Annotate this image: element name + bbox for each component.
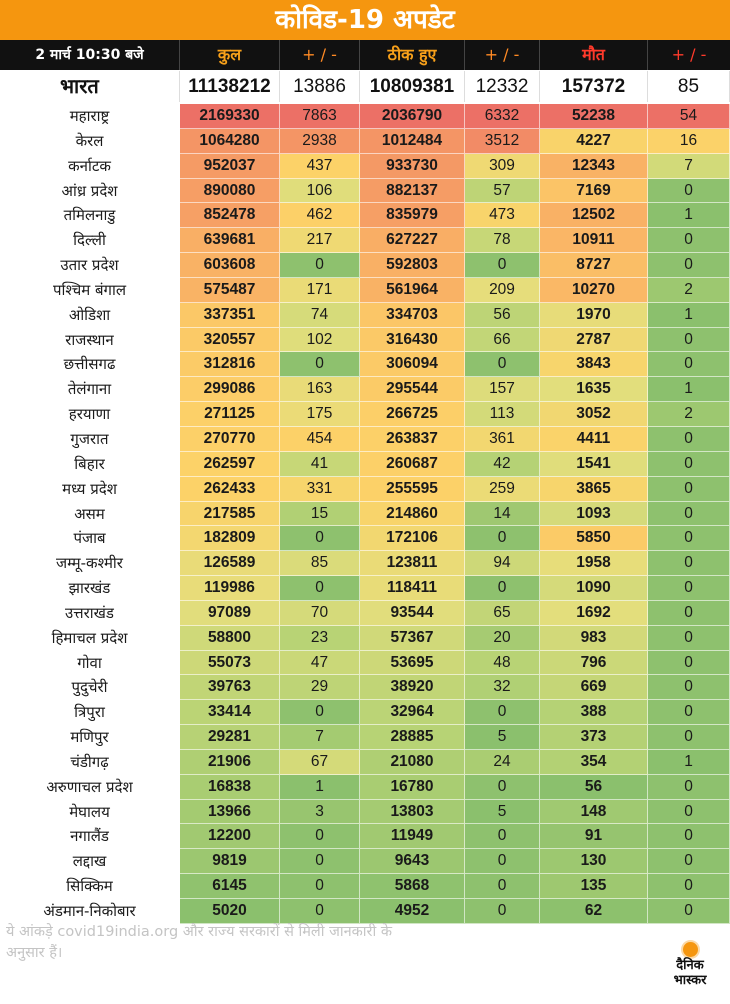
state-deaths: 1692 — [540, 601, 648, 626]
india-total-change: 13886 — [280, 71, 360, 102]
table-row — [0, 725, 730, 750]
state-total-change: 2938 — [280, 129, 360, 154]
table-row — [0, 228, 730, 253]
state-recovered: 118411 — [360, 576, 465, 601]
state-recovered-change: 14 — [465, 502, 540, 527]
state-total: 271125 — [180, 402, 280, 427]
state-name: छत्तीसगढ — [0, 352, 180, 377]
total-header: कुल — [180, 40, 280, 70]
table-row — [0, 303, 730, 328]
table-row — [0, 328, 730, 353]
state-recovered-change: 0 — [465, 253, 540, 278]
state-total-change: 0 — [280, 824, 360, 849]
table-row — [0, 551, 730, 576]
state-name: उत्तराखंड — [0, 601, 180, 626]
state-total: 890080 — [180, 179, 280, 204]
state-total: 2169330 — [180, 104, 280, 129]
state-total-change: 7 — [280, 725, 360, 750]
deaths-change-header: + / - — [671, 45, 707, 64]
state-recovered-change: 0 — [465, 874, 540, 899]
state-recovered-change: 259 — [465, 477, 540, 502]
state-total-change: 67 — [280, 750, 360, 775]
state-deaths-change: 54 — [648, 104, 730, 129]
state-total-change: 175 — [280, 402, 360, 427]
state-deaths-change: 1 — [648, 303, 730, 328]
state-total: 55073 — [180, 651, 280, 676]
source-footnote: ये आंकड़े covid19india.org और राज्य सरकारों से मिली जानकारी के अनुसार हैं। — [6, 924, 392, 961]
state-total: 119986 — [180, 576, 280, 601]
state-deaths-change: 7 — [648, 154, 730, 179]
state-recovered: 592803 — [360, 253, 465, 278]
state-recovered: 933730 — [360, 154, 465, 179]
state-deaths: 796 — [540, 651, 648, 676]
state-recovered: 306094 — [360, 352, 465, 377]
state-total-change: 41 — [280, 452, 360, 477]
state-deaths-change: 0 — [648, 675, 730, 700]
state-total-change: 85 — [280, 551, 360, 576]
table-row — [0, 526, 730, 551]
table-row — [0, 800, 730, 825]
state-recovered-change: 0 — [465, 849, 540, 874]
state-total: 320557 — [180, 328, 280, 353]
state-recovered-change: 66 — [465, 328, 540, 353]
state-deaths-change: 0 — [648, 253, 730, 278]
table-row — [0, 129, 730, 154]
page-title: कोविड-19 अपडेट — [0, 0, 730, 40]
state-total: 39763 — [180, 675, 280, 700]
state-deaths-change: 16 — [648, 129, 730, 154]
state-total-change: 0 — [280, 874, 360, 899]
state-recovered: 57367 — [360, 626, 465, 651]
sun-logo-icon — [683, 942, 698, 957]
table-row — [0, 352, 730, 377]
state-deaths: 1958 — [540, 551, 648, 576]
state-recovered: 316430 — [360, 328, 465, 353]
state-deaths-change: 0 — [648, 352, 730, 377]
state-total-change: 0 — [280, 352, 360, 377]
table-row — [0, 874, 730, 899]
state-name: हिमाचल प्रदेश — [0, 626, 180, 651]
state-recovered: 4952 — [360, 899, 465, 924]
state-deaths-change: 0 — [648, 601, 730, 626]
state-total-change: 462 — [280, 203, 360, 228]
table-row — [0, 502, 730, 527]
state-deaths: 135 — [540, 874, 648, 899]
state-recovered-change: 157 — [465, 377, 540, 402]
state-name: नगालैंड — [0, 824, 180, 849]
table-row — [0, 477, 730, 502]
state-total: 13966 — [180, 800, 280, 825]
state-deaths-change: 0 — [648, 824, 730, 849]
india-total: 11138212 — [180, 71, 280, 102]
state-name: राजस्थान — [0, 328, 180, 353]
state-recovered: 38920 — [360, 675, 465, 700]
state-recovered-change: 6332 — [465, 104, 540, 129]
state-deaths-change: 0 — [648, 452, 730, 477]
state-name: तमिलनाडु — [0, 203, 180, 228]
state-recovered: 255595 — [360, 477, 465, 502]
state-deaths: 62 — [540, 899, 648, 924]
state-deaths: 2787 — [540, 328, 648, 353]
state-recovered: 627227 — [360, 228, 465, 253]
table-row — [0, 179, 730, 204]
state-total: 299086 — [180, 377, 280, 402]
state-recovered: 561964 — [360, 278, 465, 303]
state-recovered-change: 113 — [465, 402, 540, 427]
state-deaths-change: 0 — [648, 427, 730, 452]
india-label: भारत — [0, 71, 180, 102]
state-deaths: 130 — [540, 849, 648, 874]
table-row — [0, 278, 730, 303]
state-total-change: 171 — [280, 278, 360, 303]
state-recovered: 21080 — [360, 750, 465, 775]
state-deaths: 669 — [540, 675, 648, 700]
state-deaths: 52238 — [540, 104, 648, 129]
state-recovered-change: 0 — [465, 824, 540, 849]
state-deaths-change: 0 — [648, 651, 730, 676]
state-total-change: 0 — [280, 526, 360, 551]
state-deaths: 388 — [540, 700, 648, 725]
india-total-row — [0, 71, 730, 102]
state-deaths: 12502 — [540, 203, 648, 228]
state-recovered-change: 48 — [465, 651, 540, 676]
state-deaths-change: 0 — [648, 775, 730, 800]
state-recovered-change: 5 — [465, 725, 540, 750]
table-row — [0, 154, 730, 179]
state-deaths-change: 0 — [648, 502, 730, 527]
state-deaths: 373 — [540, 725, 648, 750]
state-total-change: 102 — [280, 328, 360, 353]
date-time-header: 2 मार्च 10:30 बजे — [0, 40, 180, 70]
state-recovered: 295544 — [360, 377, 465, 402]
state-total-change: 0 — [280, 849, 360, 874]
state-recovered: 266725 — [360, 402, 465, 427]
state-name: तेलंगाना — [0, 377, 180, 402]
state-deaths: 3052 — [540, 402, 648, 427]
state-deaths-change: 1 — [648, 750, 730, 775]
state-name: केरल — [0, 129, 180, 154]
state-recovered-change: 0 — [465, 775, 540, 800]
state-recovered: 93544 — [360, 601, 465, 626]
state-recovered-change: 32 — [465, 675, 540, 700]
state-deaths: 3843 — [540, 352, 648, 377]
table-row — [0, 253, 730, 278]
state-deaths: 1541 — [540, 452, 648, 477]
table-row — [0, 626, 730, 651]
state-recovered: 16780 — [360, 775, 465, 800]
state-recovered-change: 209 — [465, 278, 540, 303]
state-deaths: 1090 — [540, 576, 648, 601]
state-total-change: 217 — [280, 228, 360, 253]
state-name: सिक्किम — [0, 874, 180, 899]
state-deaths: 354 — [540, 750, 648, 775]
state-name: लद्दाख — [0, 849, 180, 874]
state-name: महाराष्ट्र — [0, 104, 180, 129]
state-total: 58800 — [180, 626, 280, 651]
state-total-change: 106 — [280, 179, 360, 204]
state-total: 6145 — [180, 874, 280, 899]
total-change-header: + / - — [280, 40, 360, 70]
state-total-change: 7863 — [280, 104, 360, 129]
state-deaths: 1635 — [540, 377, 648, 402]
state-total: 16838 — [180, 775, 280, 800]
state-recovered: 172106 — [360, 526, 465, 551]
state-name: मध्य प्रदेश — [0, 477, 180, 502]
india-recovered: 10809381 — [360, 71, 465, 102]
state-total-change: 0 — [280, 899, 360, 924]
state-total: 12200 — [180, 824, 280, 849]
state-name: असम — [0, 502, 180, 527]
table-row — [0, 849, 730, 874]
state-name: बिहार — [0, 452, 180, 477]
state-recovered: 835979 — [360, 203, 465, 228]
state-recovered-change: 42 — [465, 452, 540, 477]
state-total: 29281 — [180, 725, 280, 750]
state-deaths: 1970 — [540, 303, 648, 328]
state-total: 262433 — [180, 477, 280, 502]
state-total: 21906 — [180, 750, 280, 775]
state-total-change: 0 — [280, 576, 360, 601]
state-total: 182809 — [180, 526, 280, 551]
state-recovered: 11949 — [360, 824, 465, 849]
state-total: 852478 — [180, 203, 280, 228]
state-recovered: 263837 — [360, 427, 465, 452]
state-total: 639681 — [180, 228, 280, 253]
state-deaths: 56 — [540, 775, 648, 800]
state-recovered: 260687 — [360, 452, 465, 477]
state-total-change: 74 — [280, 303, 360, 328]
state-total-change: 437 — [280, 154, 360, 179]
state-name: हरयाणा — [0, 402, 180, 427]
state-deaths-change: 0 — [648, 700, 730, 725]
state-recovered: 32964 — [360, 700, 465, 725]
state-deaths-change: 0 — [648, 576, 730, 601]
table-row — [0, 377, 730, 402]
state-deaths: 3865 — [540, 477, 648, 502]
state-deaths-change: 2 — [648, 402, 730, 427]
state-total-change: 70 — [280, 601, 360, 626]
state-deaths-change: 0 — [648, 526, 730, 551]
state-deaths: 4227 — [540, 129, 648, 154]
state-recovered-change: 20 — [465, 626, 540, 651]
state-total: 9819 — [180, 849, 280, 874]
state-deaths-change: 0 — [648, 626, 730, 651]
state-recovered-change: 0 — [465, 700, 540, 725]
state-recovered: 1012484 — [360, 129, 465, 154]
state-total: 312816 — [180, 352, 280, 377]
state-recovered: 28885 — [360, 725, 465, 750]
state-recovered-change: 0 — [465, 576, 540, 601]
state-deaths-change: 0 — [648, 800, 730, 825]
state-total: 603608 — [180, 253, 280, 278]
state-name: त्रिपुरा — [0, 700, 180, 725]
state-deaths-change: 1 — [648, 377, 730, 402]
state-deaths-change: 0 — [648, 228, 730, 253]
deaths-header: मौत — [540, 40, 648, 70]
state-recovered-change: 309 — [465, 154, 540, 179]
state-recovered: 123811 — [360, 551, 465, 576]
state-deaths-change: 0 — [648, 328, 730, 353]
table-row — [0, 601, 730, 626]
state-total: 33414 — [180, 700, 280, 725]
state-deaths: 12343 — [540, 154, 648, 179]
state-recovered: 334703 — [360, 303, 465, 328]
state-deaths-change: 2 — [648, 278, 730, 303]
state-recovered-change: 473 — [465, 203, 540, 228]
recovered-header: ठीक हुए — [360, 40, 465, 70]
state-recovered: 13803 — [360, 800, 465, 825]
state-total: 575487 — [180, 278, 280, 303]
state-deaths-change: 0 — [648, 551, 730, 576]
state-deaths: 91 — [540, 824, 648, 849]
state-deaths: 10911 — [540, 228, 648, 253]
table-row — [0, 203, 730, 228]
state-recovered-change: 56 — [465, 303, 540, 328]
state-deaths: 10270 — [540, 278, 648, 303]
state-total-change: 163 — [280, 377, 360, 402]
state-name: जम्मू-कश्मीर — [0, 551, 180, 576]
state-total-change: 15 — [280, 502, 360, 527]
state-recovered-change: 65 — [465, 601, 540, 626]
state-name: पश्चिम बंगाल — [0, 278, 180, 303]
table-row — [0, 576, 730, 601]
state-total-change: 0 — [280, 253, 360, 278]
table-row — [0, 427, 730, 452]
state-total-change: 47 — [280, 651, 360, 676]
state-name: दिल्ली — [0, 228, 180, 253]
state-recovered-change: 0 — [465, 526, 540, 551]
state-recovered: 882137 — [360, 179, 465, 204]
state-recovered-change: 78 — [465, 228, 540, 253]
state-deaths-change: 0 — [648, 874, 730, 899]
state-name: अंडमान-निकोबार — [0, 899, 180, 924]
state-name: अरुणाचल प्रदेश — [0, 775, 180, 800]
state-total-change: 1 — [280, 775, 360, 800]
state-total-change: 23 — [280, 626, 360, 651]
state-total: 97089 — [180, 601, 280, 626]
table-row — [0, 700, 730, 725]
state-deaths-change: 0 — [648, 477, 730, 502]
state-total: 217585 — [180, 502, 280, 527]
state-deaths-change: 0 — [648, 899, 730, 924]
state-deaths: 983 — [540, 626, 648, 651]
state-name: पुदुचेरी — [0, 675, 180, 700]
logo-line-2: भास्कर — [673, 973, 707, 988]
state-deaths-change: 0 — [648, 849, 730, 874]
state-recovered-change: 5 — [465, 800, 540, 825]
state-total: 337351 — [180, 303, 280, 328]
table-row — [0, 402, 730, 427]
table-row — [0, 675, 730, 700]
state-total: 126589 — [180, 551, 280, 576]
state-recovered-change: 361 — [465, 427, 540, 452]
state-recovered: 53695 — [360, 651, 465, 676]
table-row — [0, 104, 730, 129]
state-recovered: 5868 — [360, 874, 465, 899]
state-table-body — [0, 104, 730, 924]
state-deaths: 8727 — [540, 253, 648, 278]
state-total-change: 331 — [280, 477, 360, 502]
state-total-change: 0 — [280, 700, 360, 725]
state-name: ओडिशा — [0, 303, 180, 328]
table-row — [0, 775, 730, 800]
table-header — [0, 40, 730, 70]
state-name: मेघालय — [0, 800, 180, 825]
state-total: 5020 — [180, 899, 280, 924]
state-recovered-change: 3512 — [465, 129, 540, 154]
state-recovered-change: 57 — [465, 179, 540, 204]
state-total: 952037 — [180, 154, 280, 179]
state-total: 262597 — [180, 452, 280, 477]
state-recovered: 214860 — [360, 502, 465, 527]
india-deaths-change: 85 — [648, 71, 730, 102]
india-deaths: 157372 — [540, 71, 648, 102]
table-row — [0, 899, 730, 924]
state-total: 1064280 — [180, 129, 280, 154]
state-recovered-change: 0 — [465, 899, 540, 924]
state-recovered: 2036790 — [360, 104, 465, 129]
state-deaths-change: 0 — [648, 179, 730, 204]
state-name: आंध्र प्रदेश — [0, 179, 180, 204]
state-recovered-change: 0 — [465, 352, 540, 377]
state-recovered-change: 24 — [465, 750, 540, 775]
state-name: गोवा — [0, 651, 180, 676]
state-name: पंजाब — [0, 526, 180, 551]
state-name: झारखंड — [0, 576, 180, 601]
table-row — [0, 452, 730, 477]
table-row — [0, 824, 730, 849]
state-recovered: 9643 — [360, 849, 465, 874]
state-deaths: 5850 — [540, 526, 648, 551]
dainik-bhaskar-logo — [660, 942, 720, 1002]
state-deaths-change: 0 — [648, 725, 730, 750]
logo-line-1: दैनिक — [676, 958, 704, 973]
state-total-change: 29 — [280, 675, 360, 700]
state-deaths: 1093 — [540, 502, 648, 527]
state-total-change: 3 — [280, 800, 360, 825]
state-deaths: 148 — [540, 800, 648, 825]
state-name: गुजरात — [0, 427, 180, 452]
state-total-change: 454 — [280, 427, 360, 452]
table-row — [0, 651, 730, 676]
state-deaths: 7169 — [540, 179, 648, 204]
state-name: मणिपुर — [0, 725, 180, 750]
state-deaths: 4411 — [540, 427, 648, 452]
state-name: उतार प्रदेश — [0, 253, 180, 278]
state-name: कर्नाटक — [0, 154, 180, 179]
state-deaths-change: 1 — [648, 203, 730, 228]
state-recovered-change: 94 — [465, 551, 540, 576]
india-recovered-change: 12332 — [465, 71, 540, 102]
state-name: चंडीगढ़ — [0, 750, 180, 775]
table-row — [0, 750, 730, 775]
recovered-change-header: + / - — [465, 40, 540, 70]
state-total: 270770 — [180, 427, 280, 452]
